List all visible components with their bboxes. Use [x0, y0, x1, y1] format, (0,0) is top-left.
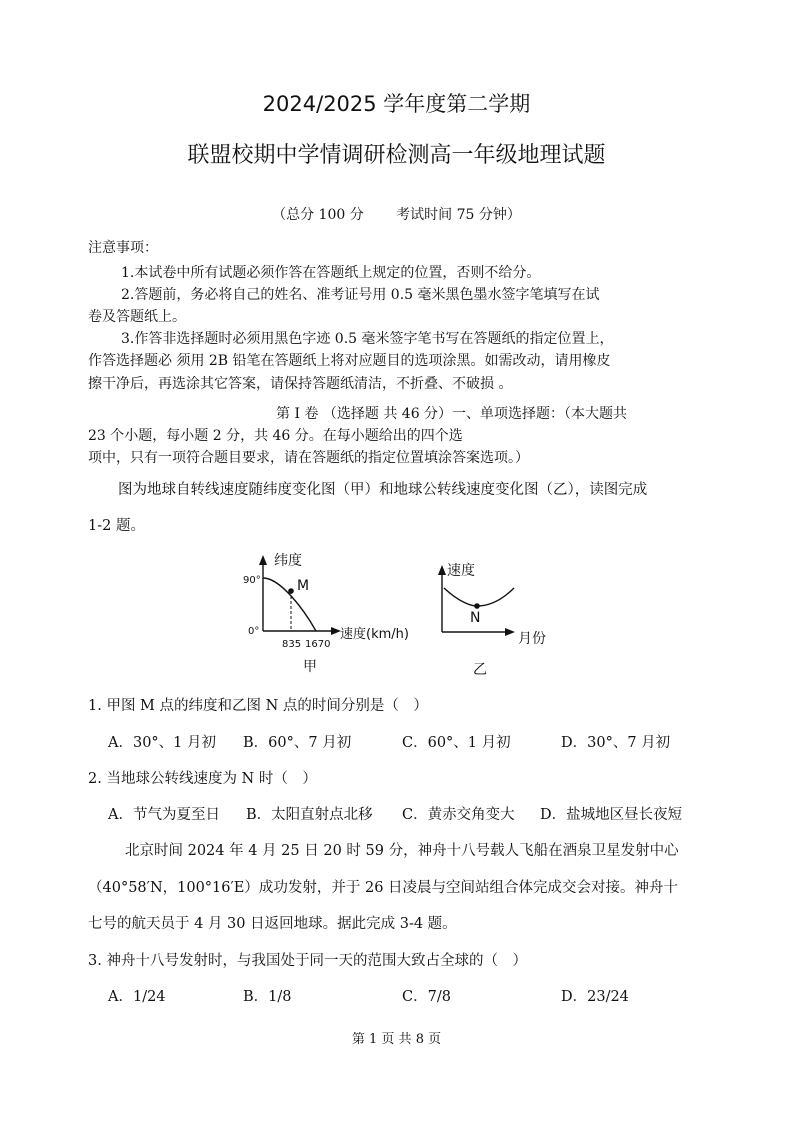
question-1-option-a: A．30°、1 月初	[108, 735, 217, 751]
jia-x-tick-1670: 1670	[305, 639, 331, 650]
yi-point-n	[474, 603, 480, 609]
exam-title-term: 2024/2025 学年度第二学期	[262, 92, 531, 116]
jia-point-m	[288, 588, 294, 594]
question-1-option-b: B．60°、7 月初	[243, 735, 352, 751]
jia-y-label: 纬度	[274, 553, 302, 569]
yi-point-n-label: N	[470, 610, 481, 626]
figure-yi	[430, 548, 570, 682]
page-number: 第 1 页 共 8 页	[351, 1032, 442, 1047]
yi-y-label: 速度	[447, 563, 475, 579]
exam-title-main: 联盟校期中学情调研检测高一年级地理试题	[187, 143, 606, 168]
notice-item-1: 1.本试卷中所有试题必须作答在答题纸上规定的位置，否则不给分。	[121, 265, 541, 281]
exam-meta	[0, 204, 793, 224]
jia-y-arrow	[259, 555, 267, 565]
intro-1-line-1: 图为地球自转线速度随纬度变化图（甲）和地球公转线速度变化图（乙），读图完成	[118, 482, 648, 498]
notice-item-3-line-3: 擦干净后，再选涂其它答案，请保持答题纸清洁，不折叠、不破损 。	[88, 376, 513, 392]
yi-x-arrow	[505, 628, 515, 636]
exam-time: 考试时间 75 分钟）	[396, 207, 521, 223]
question-3-option-b: B．1/8	[243, 989, 292, 1005]
jia-point-m-label: M	[297, 578, 310, 594]
yi-curve	[444, 588, 514, 606]
question-2-option-d: D．盐城地区昼长夜短	[540, 807, 683, 823]
question-2-option-c: C．黄赤交角变大	[402, 807, 515, 823]
yi-caption: 乙	[473, 662, 487, 678]
question-3-option-a: A．1/24	[108, 989, 166, 1005]
jia-y-tick-0: 0°	[248, 626, 260, 637]
question-1-option-c: C．60°、1 月初	[402, 735, 511, 751]
jia-x-label: 速度(km/h)	[340, 627, 409, 642]
section-heading-line-3: 项中，只有一项符合题目要求，请在答题纸的指定位置填涂答案选项。）	[88, 450, 529, 466]
notice-item-3-line-2: 作答选择题必 须用 2B 铅笔在答题纸上将对应题目的选项涂黑。如需改动，请用橡皮	[88, 353, 611, 369]
jia-caption: 甲	[303, 659, 317, 675]
jia-x-tick-835: 835	[282, 639, 302, 650]
question-3-stem: 3. 神舟十八号发射时，与我国处于同一天的范围大致占全球的（ ）	[88, 953, 527, 969]
notice-item-2-line-2: 卷及答题纸上。	[88, 309, 186, 325]
figure-jia	[240, 548, 440, 678]
question-2-option-a: A．节气为夏至日	[108, 807, 220, 823]
question-3-option-d: D．23/24	[561, 989, 629, 1005]
section-heading-line-1: 第 I 卷 （选择题 共 46 分）一、单项选择题：（本大题共	[276, 406, 628, 422]
section-heading-line-2: 23 个小题，每小题 2 分，共 46 分。在每小题给出的四个选	[88, 428, 463, 444]
notice-item-2-line-1: 2.答题前，务必将自己的姓名、准考证号用 0.5 毫米黑色墨水签字笔填写在试	[121, 287, 600, 303]
notice-heading: 注意事项：	[88, 240, 158, 256]
question-3-option-c: C．7/8	[402, 989, 451, 1005]
intro-1-line-2: 1-2 题。	[88, 518, 145, 534]
intro-2-line-2: （40°58′N，100°16′E）成功发射，并于 26 日凌晨与空间站组合体完成交会对接。神舟十	[88, 880, 679, 896]
question-1-option-d: D．30°、7 月初	[561, 735, 671, 751]
question-2-stem: 2. 当地球公转线速度为 N 时（ ）	[88, 771, 317, 787]
notice-item-3-line-1: 3.作答非选择题时必须用黑色字迹 0.5 毫米签字笔书写在答题纸的指定位置上，	[121, 331, 614, 347]
intro-2-line-1: 北京时间 2024 年 4 月 25 日 20 时 59 分，神舟十八号载人飞船在酒泉卫星发射中心	[125, 843, 679, 859]
intro-2-line-3: 七号的航天员于 4 月 30 日返回地球。据此完成 3-4 题。	[88, 916, 457, 932]
question-2-option-b: B．太阳直射点北移	[246, 807, 373, 823]
total-score: （总分 100 分	[272, 207, 364, 223]
question-1-stem: 1. 甲图 M 点的纬度和乙图 N 点的时间分别是（ ）	[88, 698, 428, 714]
jia-y-tick-90: 90°	[243, 575, 261, 586]
yi-y-arrow	[438, 565, 446, 575]
yi-x-label: 月份	[518, 631, 546, 647]
